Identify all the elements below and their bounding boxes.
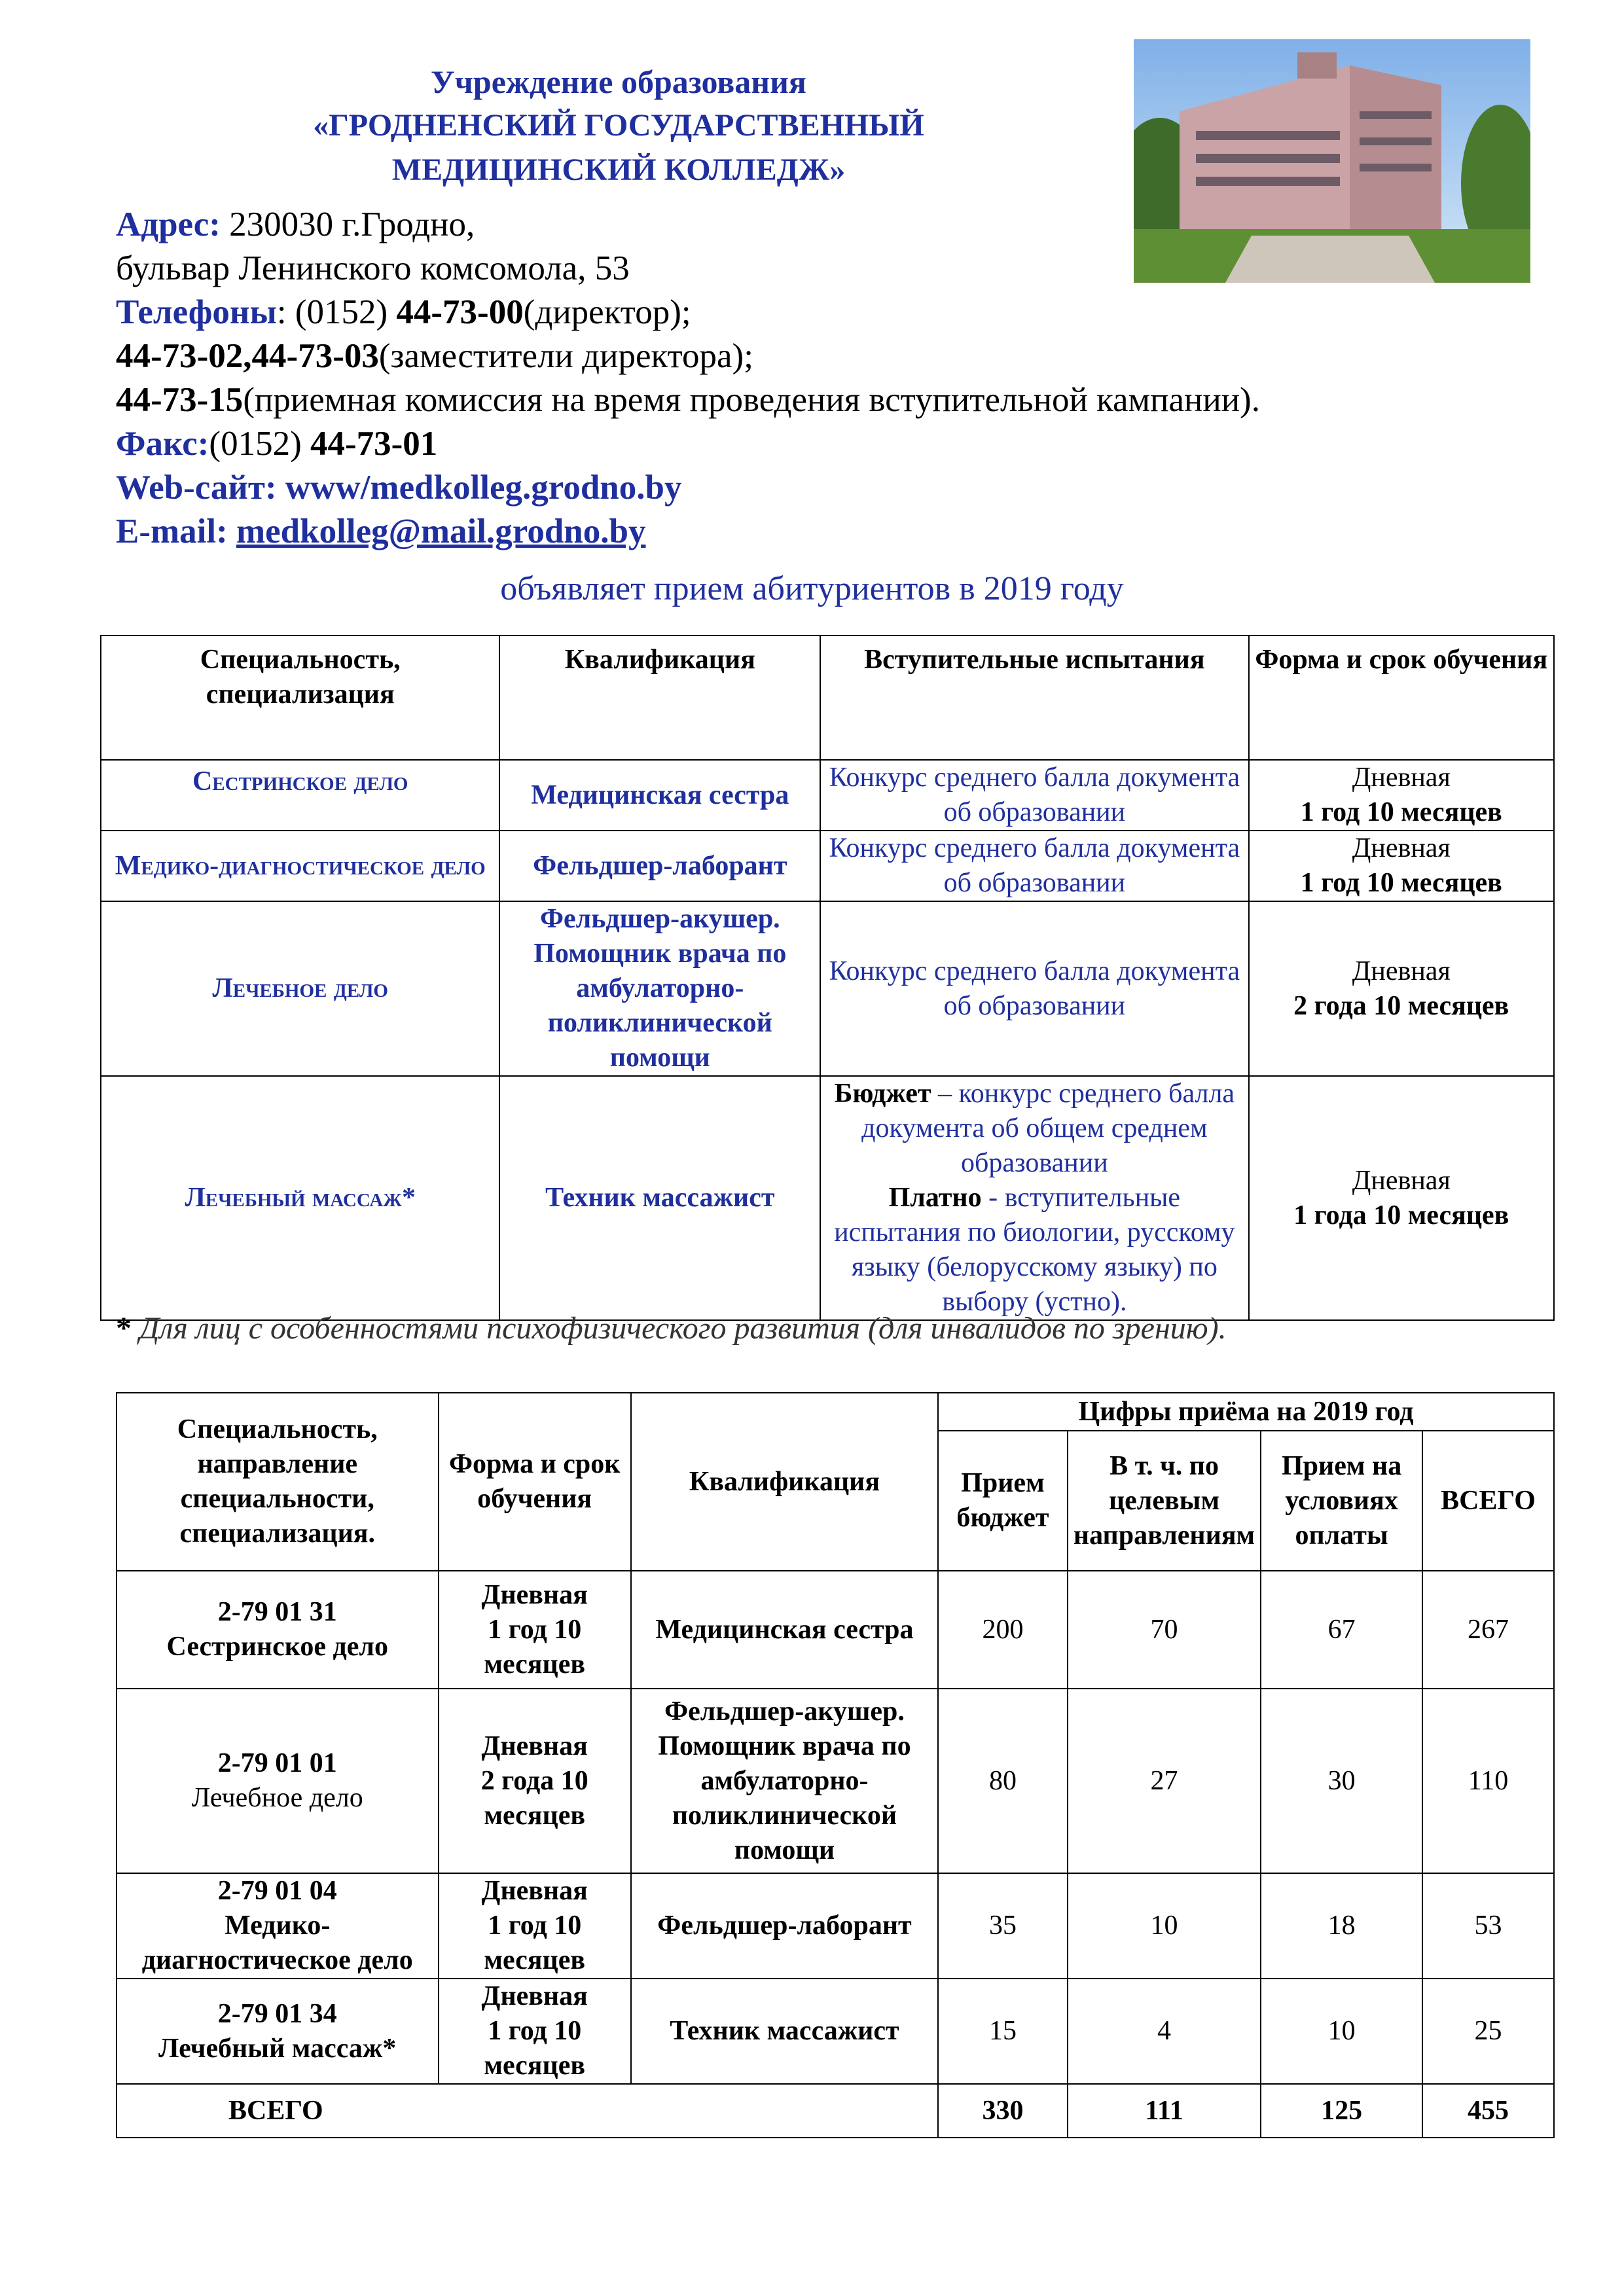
admission-numbers-table (116, 1392, 1555, 2138)
total-total: 455 (1422, 2084, 1554, 2138)
paid-count: 30 (1261, 1689, 1422, 1873)
total-budget: 330 (938, 2084, 1068, 2138)
table-row (117, 1571, 1554, 1689)
specialty-name: Лечебный массаж* (158, 2033, 397, 2064)
form-type: Дневная (481, 1876, 588, 1906)
specialty-name: Лечебное дело (101, 901, 499, 1076)
qualification: Фельдшер-лаборант (499, 831, 820, 901)
institution-type: Учреждение образования (431, 63, 806, 100)
address-line-1 (116, 203, 1260, 247)
budget-count: 35 (938, 1873, 1068, 1979)
form-type: Дневная (1352, 833, 1451, 863)
form-cell (439, 1979, 631, 2084)
announcement: объявляет прием абитуриентов в 2019 году (500, 570, 1124, 607)
form-term: 2 года 10 месяцев (1293, 990, 1509, 1021)
specialty-name: Лечебное дело (191, 1783, 363, 1813)
entrance-exam: Конкурс среднего балла документа об образовании (820, 760, 1248, 831)
target-count: 4 (1068, 1979, 1261, 2084)
table-row (117, 1873, 1554, 1979)
specialty-cell (117, 1689, 439, 1873)
col-header-specialty: Специальность, направление специальности, специализация. (117, 1393, 439, 1571)
specialty-name: Сестринское дело (101, 760, 499, 831)
specialty-cell (117, 1979, 439, 2084)
phones-code: : (0152) (276, 293, 397, 331)
exam-paid-text: - вступительные испытания по биологии, русскому языку (белорусскому языку) по выбору (устно). (834, 1183, 1235, 1317)
col-header-target: В т. ч. по целевым направлениям (1068, 1431, 1261, 1571)
total-count: 25 (1422, 1979, 1554, 2084)
total-label: ВСЕГО (117, 2084, 938, 2138)
form-type: Дневная (1352, 762, 1451, 793)
specialty-name: Лечебный массаж* (101, 1076, 499, 1320)
phones-deputies-note: (заместители директора); (378, 337, 753, 375)
form-term: 2 года 10 месяцев (480, 1765, 588, 1831)
contact-block (116, 203, 1260, 554)
table-header-row (117, 1393, 1554, 1431)
form-type: Дневная (1352, 1165, 1451, 1196)
col-header-exams: Вступительные испытания (820, 636, 1248, 760)
college-name-line2: МЕДИЦИНСКИЙ КОЛЛЕДЖ» (391, 152, 846, 187)
email-link[interactable]: medkolleg@mail.grodno.by (236, 512, 646, 550)
exam-budget-label: Бюджет (834, 1079, 931, 1109)
footnote-text: Для лиц с особенностями психофизического развития (для инвалидов по зрению). (132, 1311, 1227, 1346)
study-form (1249, 901, 1554, 1076)
budget-count: 200 (938, 1571, 1068, 1689)
fax-label: Факс: (116, 425, 209, 463)
email-label: E-mail: (116, 512, 236, 550)
entrance-exam (820, 1076, 1248, 1320)
qualification: Фельдшер-акушер. Помощник врача по амбулаторно-поликлинической помощи (499, 901, 820, 1076)
study-form (1249, 760, 1554, 831)
col-header-qualification: Квалификация (631, 1393, 938, 1571)
total-count: 110 (1422, 1689, 1554, 1873)
col-header-group: Цифры приёма на 2019 год (938, 1393, 1554, 1431)
phones-deputies-line (116, 334, 1260, 378)
table-row (101, 1076, 1554, 1320)
budget-count: 80 (938, 1689, 1068, 1873)
col-header-form: Форма и срок обучения (1249, 636, 1554, 760)
form-cell (439, 1873, 631, 1979)
qualification: Техник массажист (631, 1979, 938, 2084)
phone-director-note: (директор); (523, 293, 691, 331)
exam-budget-text: – конкурс среднего балла документа об общем среднем образовании (861, 1079, 1235, 1178)
phone-admission-line (116, 378, 1260, 422)
phones-line (116, 291, 1260, 334)
email-line (116, 510, 1260, 554)
specialty-code: 2-79 01 01 (217, 1748, 337, 1778)
specialty-code: 2-79 01 34 (217, 1998, 337, 2029)
form-term: 1 год 10 месяцев (484, 1614, 586, 1679)
form-term: 1 год 10 месяцев (484, 2016, 586, 2081)
table-row (117, 1689, 1554, 1873)
col-header-specialty: Специальность, специализация (101, 636, 499, 760)
specialty-name: Медико-диагностическое дело (101, 831, 499, 901)
form-term: 1 года 10 месяцев (1293, 1200, 1509, 1230)
phones-label: Телефоны (116, 293, 277, 331)
address-city: 230030 г.Гродно, (220, 206, 475, 243)
website-link[interactable]: Web-сайт: www/medkolleg.grodno.by (116, 469, 682, 507)
phones-deputies: 44-73-02,44-73-03 (116, 337, 379, 375)
table-row (101, 831, 1554, 901)
total-row (117, 2084, 1554, 2138)
total-target: 111 (1068, 2084, 1261, 2138)
form-term: 1 год 10 месяцев (1300, 797, 1502, 827)
address-line-2: бульвар Ленинского комсомола, 53 (116, 249, 630, 287)
footnote (116, 1310, 1227, 1346)
specialty-code: 2-79 01 31 (217, 1597, 337, 1627)
phone-admission-note: (приемная комиссия на время проведения вступительной кампании). (243, 381, 1260, 419)
phone-admission: 44-73-15 (116, 381, 244, 419)
total-count: 267 (1422, 1571, 1554, 1689)
specialty-name: Сестринское дело (166, 1632, 388, 1662)
address-label: Адрес: (116, 206, 221, 243)
specialty-name: Медико-диагностическое дело (141, 1910, 413, 1975)
target-count: 10 (1068, 1873, 1261, 1979)
fax-number: 44-73-01 (310, 425, 438, 463)
form-term: 1 год 10 месяцев (484, 1910, 586, 1975)
target-count: 27 (1068, 1689, 1261, 1873)
specialty-cell (117, 1571, 439, 1689)
qualification: Техник массажист (499, 1076, 820, 1320)
paid-count: 67 (1261, 1571, 1422, 1689)
footnote-mark: * (116, 1311, 132, 1346)
target-count: 70 (1068, 1571, 1261, 1689)
phone-director: 44-73-00 (396, 293, 524, 331)
study-form (1249, 1076, 1554, 1320)
fax-line (116, 422, 1260, 466)
form-type: Дневная (481, 1579, 588, 1610)
study-form (1249, 831, 1554, 901)
qualification: Медицинская сестра (499, 760, 820, 831)
col-header-qualification: Квалификация (499, 636, 820, 760)
form-type: Дневная (481, 1731, 588, 1761)
specialties-table (100, 635, 1555, 1321)
paid-count: 10 (1261, 1979, 1422, 2084)
table-row (101, 901, 1554, 1076)
form-cell (439, 1689, 631, 1873)
specialty-cell (117, 1873, 439, 1979)
total-paid: 125 (1261, 2084, 1422, 2138)
entrance-exam: Конкурс среднего балла документа об образовании (820, 901, 1248, 1076)
form-cell (439, 1571, 631, 1689)
fax-code: (0152) (209, 425, 310, 463)
qualification: Медицинская сестра (631, 1571, 938, 1689)
col-header-budget: Прием бюджет (938, 1431, 1068, 1571)
table-row (117, 1979, 1554, 2084)
col-header-paid: Прием на условиях оплаты (1261, 1431, 1422, 1571)
col-header-form: Форма и срок обучения (439, 1393, 631, 1571)
table-header-row (101, 636, 1554, 760)
exam-paid-label: Платно (888, 1183, 982, 1213)
form-type: Дневная (481, 1981, 588, 2011)
form-type: Дневная (1352, 956, 1451, 986)
total-count: 53 (1422, 1873, 1554, 1979)
specialty-code: 2-79 01 04 (217, 1876, 337, 1906)
col-header-total: ВСЕГО (1422, 1431, 1554, 1571)
table-row (101, 760, 1554, 831)
entrance-exam: Конкурс среднего балла документа об образовании (820, 831, 1248, 901)
college-name-line1: «ГРОДНЕНСКИЙ ГОСУДАРСТВЕННЫЙ (313, 108, 924, 143)
paid-count: 18 (1261, 1873, 1422, 1979)
budget-count: 15 (938, 1979, 1068, 2084)
qualification: Фельдшер-акушер. Помощник врача по амбулаторно-поликлинической помощи (631, 1689, 938, 1873)
qualification: Фельдшер-лаборант (631, 1873, 938, 1979)
form-term: 1 год 10 месяцев (1300, 868, 1502, 898)
